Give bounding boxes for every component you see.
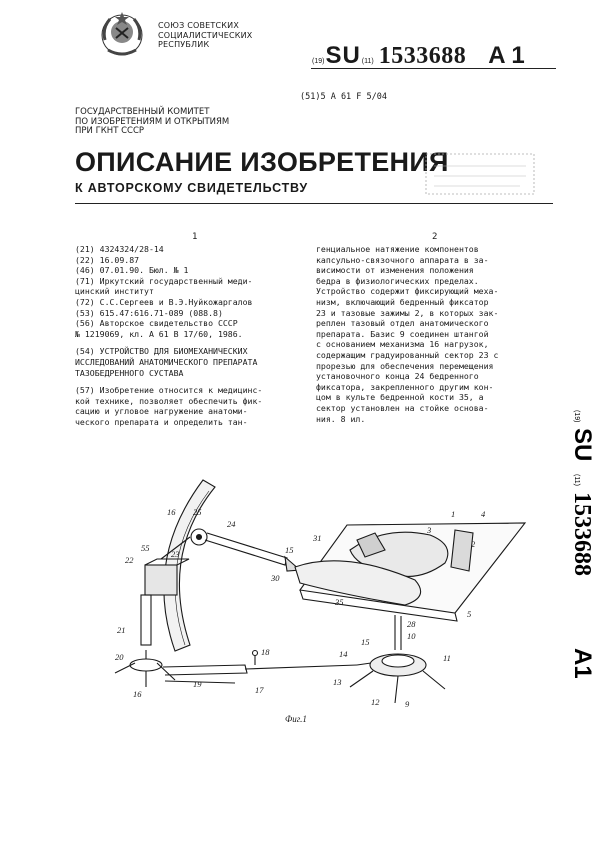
biblio-line: (72) С.С.Сергеев и В.Э.Нуйкожаргалов <box>75 296 253 307</box>
abstract-line: с основанием механизма 16 нагрузок, <box>316 339 489 350</box>
figure-label: 19 <box>193 679 202 689</box>
biblio-line: (56) Авторское свидетельство СССР <box>75 318 238 329</box>
figure-caption: Фиг.1 <box>285 714 307 724</box>
figure-label: 21 <box>117 625 126 635</box>
abstract-line: висимости от изменения положения <box>316 265 474 276</box>
abstract-line: капсульно-связочного аппарата в за- <box>316 254 489 265</box>
side-code-11: (11) <box>573 474 580 486</box>
abstract-line: реплен тазовый отдел анатомического <box>316 318 489 329</box>
figure-label: 11 <box>443 653 451 663</box>
country-code: SU <box>325 42 361 69</box>
library-stamp-icon <box>420 150 540 200</box>
figure-label: 24 <box>227 519 236 529</box>
abstract-line: содержащим градуированный сектор 23 с <box>316 349 499 360</box>
left-column <box>75 244 300 428</box>
org-line: СОЦИАЛИСТИЧЕСКИХ <box>158 30 253 40</box>
figure-label: 16 <box>167 507 176 517</box>
section-rule <box>75 203 553 204</box>
figure-label: 20 <box>115 652 124 662</box>
abstract-line: сацию и угловое нагружение анатоми- <box>75 406 248 417</box>
figure-label: 28 <box>407 619 416 629</box>
abstract-line: препарата. Базис 9 соединен штангой <box>316 328 489 339</box>
abstract-line: фиксатора, закрепленного другим кон- <box>316 381 494 392</box>
figure-label: 31 <box>313 533 322 543</box>
abstract-line: прорезью для обеспечения перемещения <box>316 360 494 371</box>
biblio-line: (22) 16.09.87 <box>75 254 140 265</box>
figure-label: 17 <box>255 685 264 695</box>
abstract-line: генциальное натяжение компонентов <box>316 244 479 254</box>
figure-label: 55 <box>141 543 150 553</box>
code-11: (11) <box>361 58 374 65</box>
abstract-line: (57) Изобретение относится к медицинс- <box>75 385 263 396</box>
column-number-2: 2 <box>432 232 438 242</box>
committee-line: ПРИ ГКНТ СССР <box>75 126 145 136</box>
side-kind: A1 <box>569 648 596 679</box>
abstract-line: бедра в физиологических пределах. <box>316 275 479 286</box>
figure-label: 22 <box>125 555 134 565</box>
figure-label: 14 <box>339 649 348 659</box>
figure-label: 3 <box>427 525 432 535</box>
figure-label: 12 <box>371 697 380 707</box>
patent-number: 1533688 <box>378 43 467 69</box>
abstract-line: Устройство содержит фиксирующий меха- <box>316 286 499 297</box>
figure-label: 23 <box>171 549 180 559</box>
side-country: SU <box>569 428 596 462</box>
patent-number-block <box>311 42 525 70</box>
ipc-classification: (51)5 A 61 F 5/04 <box>300 92 387 102</box>
abstract-line: цом в культе бедренной кости 35, а <box>316 392 484 403</box>
figure-label: 10 <box>407 631 416 641</box>
figure-label: 1 <box>451 509 456 519</box>
abstract-line: низм, включающий бедренный фиксатор <box>316 296 489 307</box>
biblio-line: цинский институт <box>75 286 154 297</box>
abstract-line: установочного конца 24 бедренного <box>316 371 479 382</box>
ussr-emblem-icon <box>96 10 148 62</box>
biblio-line: (53) 615.47:616.71-089 (088.8) <box>75 307 223 318</box>
figure-label: 15 <box>285 545 294 555</box>
figure-label: 5 <box>467 609 472 619</box>
figure-label: 15 <box>361 637 370 647</box>
figure-label: 16 <box>133 689 142 699</box>
org-line: РЕСПУБЛИК <box>158 40 210 49</box>
header-rule <box>311 68 556 69</box>
title-line: ТАЗОБЕДРЕННОГО СУСТАВА <box>75 367 184 378</box>
document-title: ОПИСАНИЕ ИЗОБРЕТЕНИЯ <box>75 147 449 177</box>
figure-label: 2 <box>471 539 476 549</box>
figure-label: 9 <box>405 699 410 709</box>
org-line: СОЮЗ СОВЕТСКИХ <box>158 21 240 30</box>
figure-label: 30 <box>271 573 280 583</box>
code-19: (19) <box>312 58 325 65</box>
side-code-19: (19) <box>573 410 580 423</box>
figure-label: 18 <box>261 647 270 657</box>
title-line: ИССЛЕДОВАНИЙ АНАТОМИЧЕСКОГО ПРЕПАРАТА <box>75 356 258 367</box>
abstract-line: сектор установлен на стойке основа- <box>316 402 489 413</box>
document-subtitle: К АВТОРСКОМУ СВИДЕТЕЛЬСТВУ <box>75 181 308 195</box>
patent-kind: A 1 <box>488 42 525 69</box>
figure-label: 13 <box>333 677 342 687</box>
biblio-line: (21) 4324324/28-14 <box>75 244 164 254</box>
committee-line: ГОСУДАРСТВЕННЫЙ КОМИТЕТ <box>75 107 210 117</box>
biblio-line: № 1219069, кл. А 61 В 17/60, 1986. <box>75 328 243 339</box>
title-line: (54) УСТРОЙСТВО ДЛЯ БИОМЕХАНИЧЕСКИХ <box>75 346 248 357</box>
abstract-line: 23 и тазовые зажимы 2, в которых зак- <box>316 307 499 318</box>
committee-line: ПО ИЗОБРЕТЕНИЯМ И ОТКРЫТИЯМ <box>75 116 230 127</box>
figure-label: 35 <box>335 597 344 607</box>
abstract-line: ческого препарата и определить тан- <box>75 416 248 427</box>
biblio-line: (71) Иркутский государственный меди- <box>75 275 253 286</box>
abstract-line: ния. 8 ил. <box>316 413 366 424</box>
column-number-1: 1 <box>192 232 198 242</box>
side-patent-number <box>543 400 596 700</box>
figure-label: 25 <box>193 507 202 517</box>
biblio-line: (46) 07.01.90. Бюл. № 1 <box>75 265 189 276</box>
figure-label: 4 <box>481 509 486 519</box>
side-number: 1533688 <box>569 492 595 576</box>
figure-1-drawing <box>95 475 535 725</box>
committee-block <box>75 108 229 137</box>
abstract-line: кой технике, позволяет обеспечить фик- <box>75 395 263 406</box>
right-column <box>316 244 541 424</box>
country-org-block <box>158 21 252 50</box>
